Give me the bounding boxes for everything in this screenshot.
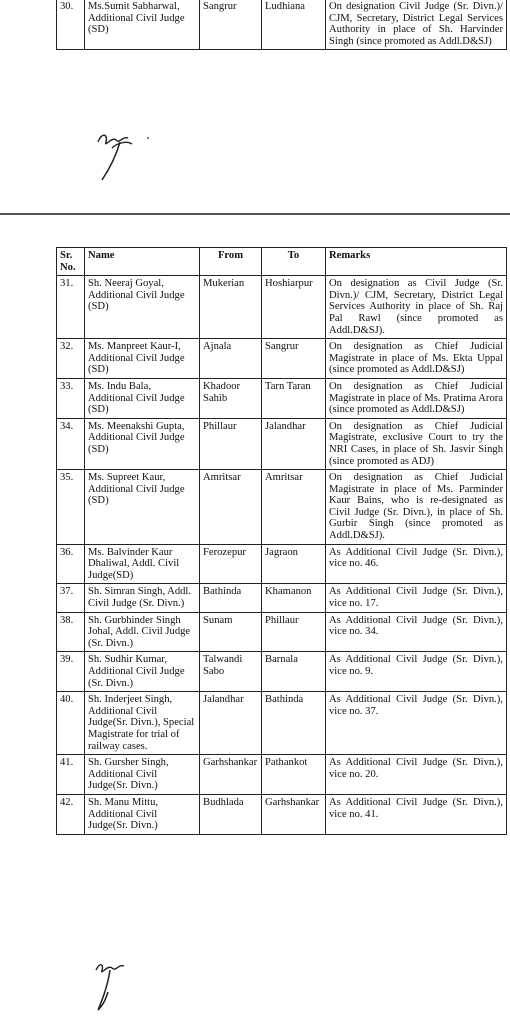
table-row xyxy=(57,276,507,339)
cell-sr-no: 38. xyxy=(57,612,85,652)
cell-from: Khadoor Sahib xyxy=(200,378,262,418)
header-to: To xyxy=(262,248,326,276)
cell-sr-no: 36. xyxy=(57,544,85,584)
cell-sr-no: 42. xyxy=(57,794,85,834)
table-row xyxy=(57,470,507,545)
table-row xyxy=(57,652,507,692)
cell-name: Sh. Manu Mittu, Additional Civil Judge(Sr. Divn.) xyxy=(85,794,200,834)
cell-sr-no: 30. xyxy=(57,0,85,50)
cell-name: Sh. Neeraj Goyal, Additional Civil Judge (SD) xyxy=(85,276,200,339)
table-row xyxy=(57,339,507,379)
cell-to: Sangrur xyxy=(262,339,326,379)
cell-name: Sh. Inderjeet Singh, Additional Civil Judge(Sr. Divn.), Special Magistrate for trial of railway cases. xyxy=(85,692,200,755)
header-sr-no: Sr. No. xyxy=(57,248,85,276)
table-row xyxy=(57,0,507,50)
cell-name: Sh. Gursher Singh, Additional Civil Judge(Sr. Divn.) xyxy=(85,755,200,795)
table-body xyxy=(57,276,507,835)
cell-name: Sh. Gurbhinder Singh Johal, Addl. Civil Judge (Sr. Divn.) xyxy=(85,612,200,652)
cell-name: Ms. Supreet Kaur, Additional Civil Judge (SD) xyxy=(85,470,200,545)
cell-to: Tarn Taran xyxy=(262,378,326,418)
cell-sr-no: 40. xyxy=(57,692,85,755)
cell-remarks: As Additional Civil Judge (Sr. Divn.), vice no. 37. xyxy=(326,692,507,755)
table-header-row xyxy=(57,248,507,276)
top-table-body xyxy=(57,0,507,50)
cell-to: Pathankot xyxy=(262,755,326,795)
cell-name: Ms.Sumit Sabharwal, Additional Civil Judge (SD) xyxy=(85,0,200,50)
cell-remarks: On designation Civil Judge (Sr. Divn.)/ CJM, Secretary, District Legal Services Authority in place of Sh. Harvinder Singh (since promoted as Addl.D&SJ) xyxy=(326,0,507,50)
cell-name: Ms. Indu Bala, Additional Civil Judge (SD) xyxy=(85,378,200,418)
transfer-table-continued xyxy=(56,0,507,50)
cell-from: Talwandi Sabo xyxy=(200,652,262,692)
cell-from: Amritsar xyxy=(200,470,262,545)
cell-remarks: On designation as Civil Judge (Sr. Divn.)/ CJM, Secretary, District Legal Services Authority in place of Sh. Raj Pal Rawl (since promoted as Addl.D&SJ). xyxy=(326,276,507,339)
table-row xyxy=(57,612,507,652)
cell-name: Sh. Simran Singh, Addl. Civil Judge (Sr. Divn.) xyxy=(85,584,200,612)
cell-sr-no: 37. xyxy=(57,584,85,612)
cell-from: Garhshankar xyxy=(200,755,262,795)
table-row xyxy=(57,584,507,612)
table-row xyxy=(57,692,507,755)
cell-from: Mukerian xyxy=(200,276,262,339)
cell-from: Ajnala xyxy=(200,339,262,379)
table-row xyxy=(57,378,507,418)
cell-sr-no: 31. xyxy=(57,276,85,339)
cell-sr-no: 41. xyxy=(57,755,85,795)
page-separator xyxy=(0,213,510,215)
cell-to: Khamanon xyxy=(262,584,326,612)
cell-to: Ludhiana xyxy=(262,0,326,50)
cell-remarks: On designation as Chief Judicial Magistrate in place of Ms. Ekta Uppal (since promoted as Addl.D&SJ) xyxy=(326,339,507,379)
cell-to: Jagraon xyxy=(262,544,326,584)
table-row xyxy=(57,794,507,834)
transfer-table xyxy=(56,247,507,835)
cell-to: Hoshiarpur xyxy=(262,276,326,339)
cell-from: Bathinda xyxy=(200,584,262,612)
cell-from: Phillaur xyxy=(200,418,262,469)
cell-from: Jalandhar xyxy=(200,692,262,755)
cell-remarks: As Additional Civil Judge (Sr. Divn.), vice no. 20. xyxy=(326,755,507,795)
cell-to: Garhshankar xyxy=(262,794,326,834)
header-name: Name xyxy=(85,248,200,276)
cell-sr-no: 32. xyxy=(57,339,85,379)
cell-sr-no: 33. xyxy=(57,378,85,418)
cell-from: Ferozepur xyxy=(200,544,262,584)
signature-mark-top xyxy=(92,128,162,188)
cell-remarks: As Additional Civil Judge (Sr. Divn.), vice no. 41. xyxy=(326,794,507,834)
cell-from: Sunam xyxy=(200,612,262,652)
table-row xyxy=(57,418,507,469)
cell-sr-no: 34. xyxy=(57,418,85,469)
cell-remarks: As Additional Civil Judge (Sr. Divn.), vice no. 34. xyxy=(326,612,507,652)
cell-to: Bathinda xyxy=(262,692,326,755)
cell-to: Amritsar xyxy=(262,470,326,545)
cell-to: Barnala xyxy=(262,652,326,692)
cell-from: Budhlada xyxy=(200,794,262,834)
header-remarks: Remarks xyxy=(326,248,507,276)
cell-remarks: As Additional Civil Judge (Sr. Divn.), vice no. 9. xyxy=(326,652,507,692)
cell-remarks: On designation as Chief Judicial Magistrate in place of Ms. Parminder Kaur Bains, who is re-designated as Civil Judge (Sr. Divn.), in place of Sh. Gurbir Singh (since promoted as Addl.D&SJ). xyxy=(326,470,507,545)
cell-remarks: On designation as Chief Judicial Magistrate, exclusive Court to try the NRI Cases, in place of Sh. Jasvir Singh (since promoted as ADJ) xyxy=(326,418,507,469)
cell-name: Ms. Manpreet Kaur-I, Additional Civil Judge (SD) xyxy=(85,339,200,379)
cell-name: Sh. Sudhir Kumar, Additional Civil Judge (Sr. Divn.) xyxy=(85,652,200,692)
cell-name: Ms. Meenakshi Gupta, Additional Civil Judge (SD) xyxy=(85,418,200,469)
table-row xyxy=(57,755,507,795)
cell-remarks: As Additional Civil Judge (Sr. Divn.), vice no. 17. xyxy=(326,584,507,612)
table-row xyxy=(57,544,507,584)
cell-name: Ms. Balvinder Kaur Dhaliwal, Addl. Civil Judge(SD) xyxy=(85,544,200,584)
signature-mark-bottom xyxy=(90,958,150,1016)
cell-to: Jalandhar xyxy=(262,418,326,469)
cell-remarks: On designation as Chief Judicial Magistrate in place of Ms. Pratima Arora (since promoted as Addl.D&SJ) xyxy=(326,378,507,418)
cell-remarks: As Additional Civil Judge (Sr. Divn.), vice no. 46. xyxy=(326,544,507,584)
cell-sr-no: 35. xyxy=(57,470,85,545)
cell-from: Sangrur xyxy=(200,0,262,50)
header-from: From xyxy=(200,248,262,276)
cell-sr-no: 39. xyxy=(57,652,85,692)
cell-to: Phillaur xyxy=(262,612,326,652)
